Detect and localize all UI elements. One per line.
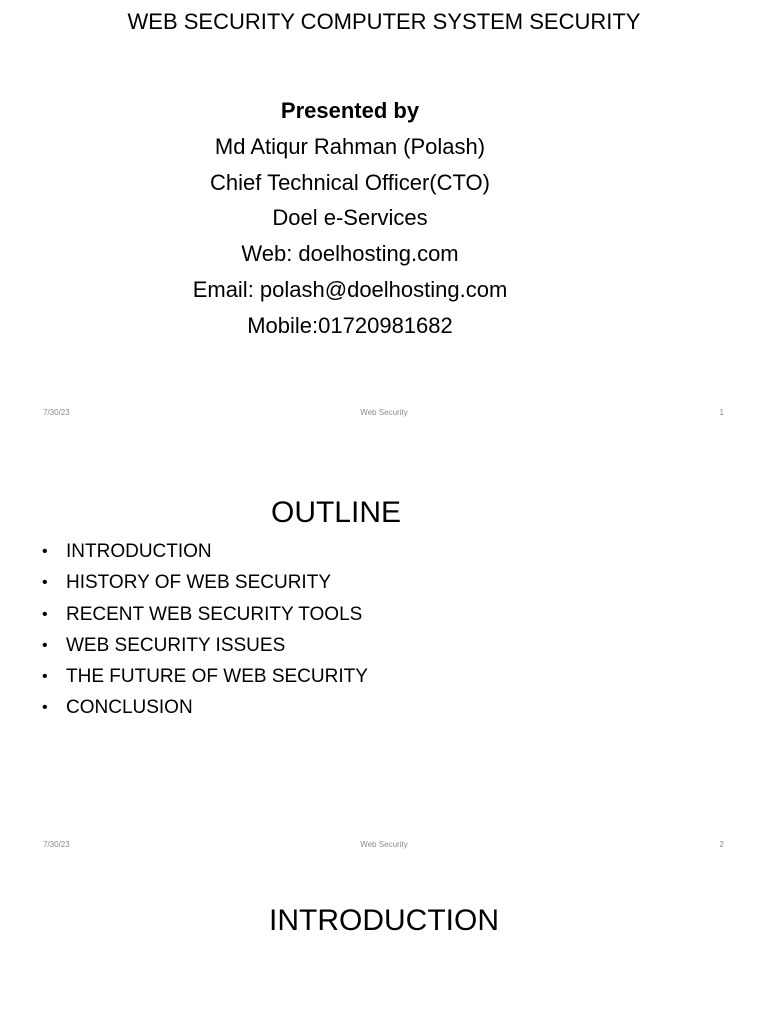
list-item-label: RECENT WEB SECURITY TOOLS	[66, 603, 363, 625]
presenter-company: Doel e-Services	[272, 205, 428, 231]
presenter-email: Email: polash@doelhosting.com	[192, 276, 508, 302]
bullet-icon: •	[42, 636, 48, 654]
list-item-label: CONCLUSION	[66, 697, 193, 719]
presenter-block	[0, 93, 700, 344]
slide-title: OUTLINE	[270, 496, 402, 529]
slide-footer	[0, 839, 768, 851]
slide-2	[0, 432, 768, 864]
presenter-mobile: Mobile:01720981682	[247, 312, 453, 338]
list-item	[42, 599, 368, 630]
slide-3	[0, 864, 768, 1024]
list-item	[42, 630, 368, 661]
list-item-label: HISTORY OF WEB SECURITY	[66, 572, 331, 594]
list-item	[42, 567, 368, 598]
bullet-icon: •	[42, 574, 48, 592]
bullet-icon: •	[42, 699, 48, 717]
presenter-web: Web: doelhosting.com	[241, 241, 459, 267]
footer-date: 7/30/23	[43, 840, 70, 849]
list-item-label: THE FUTURE OF WEB SECURITY	[66, 666, 368, 688]
list-item	[42, 692, 368, 723]
slide-footer	[0, 407, 768, 419]
bullet-icon: •	[42, 605, 48, 623]
bullet-icon: •	[42, 543, 48, 560]
presented-by-heading: Presented by	[280, 98, 420, 123]
list-item-label: WEB SECURITY ISSUES	[66, 634, 286, 656]
presenter-role: Chief Technical Officer(CTO)	[210, 169, 490, 195]
presenter-name: Md Atiqur Rahman (Polash)	[214, 133, 486, 159]
bullet-icon: •	[42, 668, 48, 686]
footer-title: Web Security	[360, 408, 408, 417]
outline-list	[42, 536, 368, 724]
slide-1	[0, 0, 768, 432]
footer-page-number: 1	[719, 408, 724, 417]
list-item	[42, 661, 368, 692]
footer-title: Web Security	[360, 840, 408, 849]
footer-page-number: 2	[719, 840, 724, 849]
list-item-label: INTRODUCTION	[66, 541, 212, 562]
footer-date: 7/30/23	[43, 408, 70, 417]
slide-title: WEB SECURITY COMPUTER SYSTEM SECURITY	[127, 9, 641, 34]
slide-title: INTRODUCTION	[269, 904, 499, 937]
list-item	[42, 536, 368, 567]
